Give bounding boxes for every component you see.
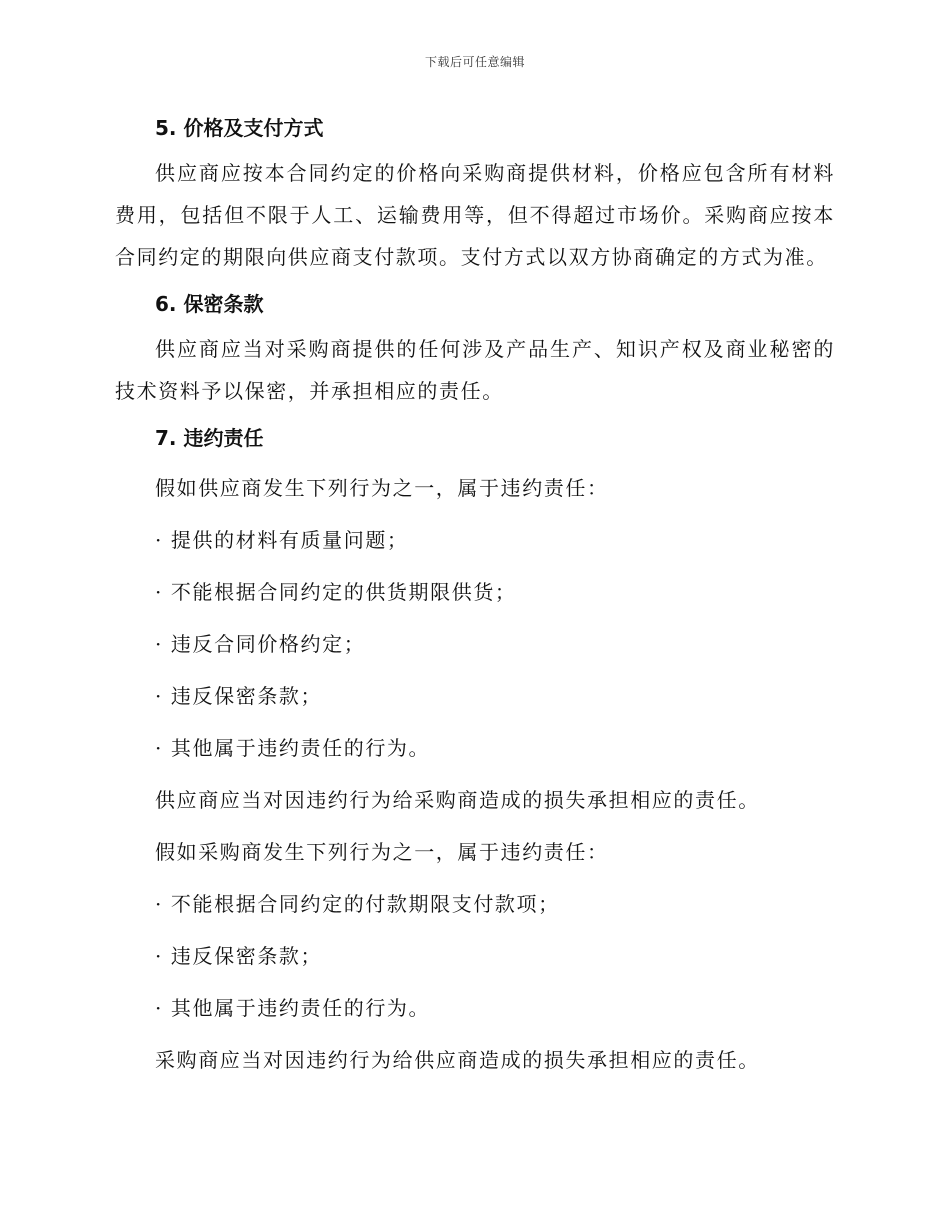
section-7-title: 7. 违约责任 xyxy=(155,426,264,450)
page-header: 下载后可任意编辑 xyxy=(424,55,525,69)
supplier-breach-intro: 假如供应商发生下列行为之一，属于违约责任： xyxy=(155,476,609,500)
section-6-body: 供应商应当对采购商提供的任何涉及产品生产、知识产权及商业秘密的技术资料予以保密，并承担相应的责任。 xyxy=(115,337,835,403)
document-body xyxy=(115,108,835,1086)
list-item: · 违反保密条款； xyxy=(155,684,323,708)
buyer-breach-intro: 假如采购商发生下列行为之一，属于违约责任： xyxy=(155,840,609,864)
supplier-liability: 供应商应当对因违约行为给采购商造成的损失承担相应的责任。 xyxy=(155,788,760,812)
section-5-title: 5. 价格及支付方式 xyxy=(155,116,324,140)
list-item: · 提供的材料有质量问题； xyxy=(155,528,409,552)
buyer-liability: 采购商应当对因违约行为给供应商造成的损失承担相应的责任。 xyxy=(155,1048,760,1072)
section-6-title: 6. 保密条款 xyxy=(155,292,264,316)
list-item: · 不能根据合同约定的供货期限供货； xyxy=(155,580,517,604)
list-item: · 其他属于违约责任的行为。 xyxy=(155,996,431,1020)
list-item: · 违反保密条款； xyxy=(155,944,323,968)
list-item: · 违反合同价格约定； xyxy=(155,632,366,656)
list-item: · 其他属于违约责任的行为。 xyxy=(155,736,431,760)
list-item: · 不能根据合同约定的付款期限支付款项； xyxy=(155,892,560,916)
section-5-body: 供应商应按本合同约定的价格向采购商提供材料，价格应包含所有材料费用，包括但不限于人工、运输费用等，但不得超过市场价。采购商应按本合同约定的期限向供应商支付款项。支付方式以双方协商确定的方式为准。 xyxy=(115,161,835,269)
